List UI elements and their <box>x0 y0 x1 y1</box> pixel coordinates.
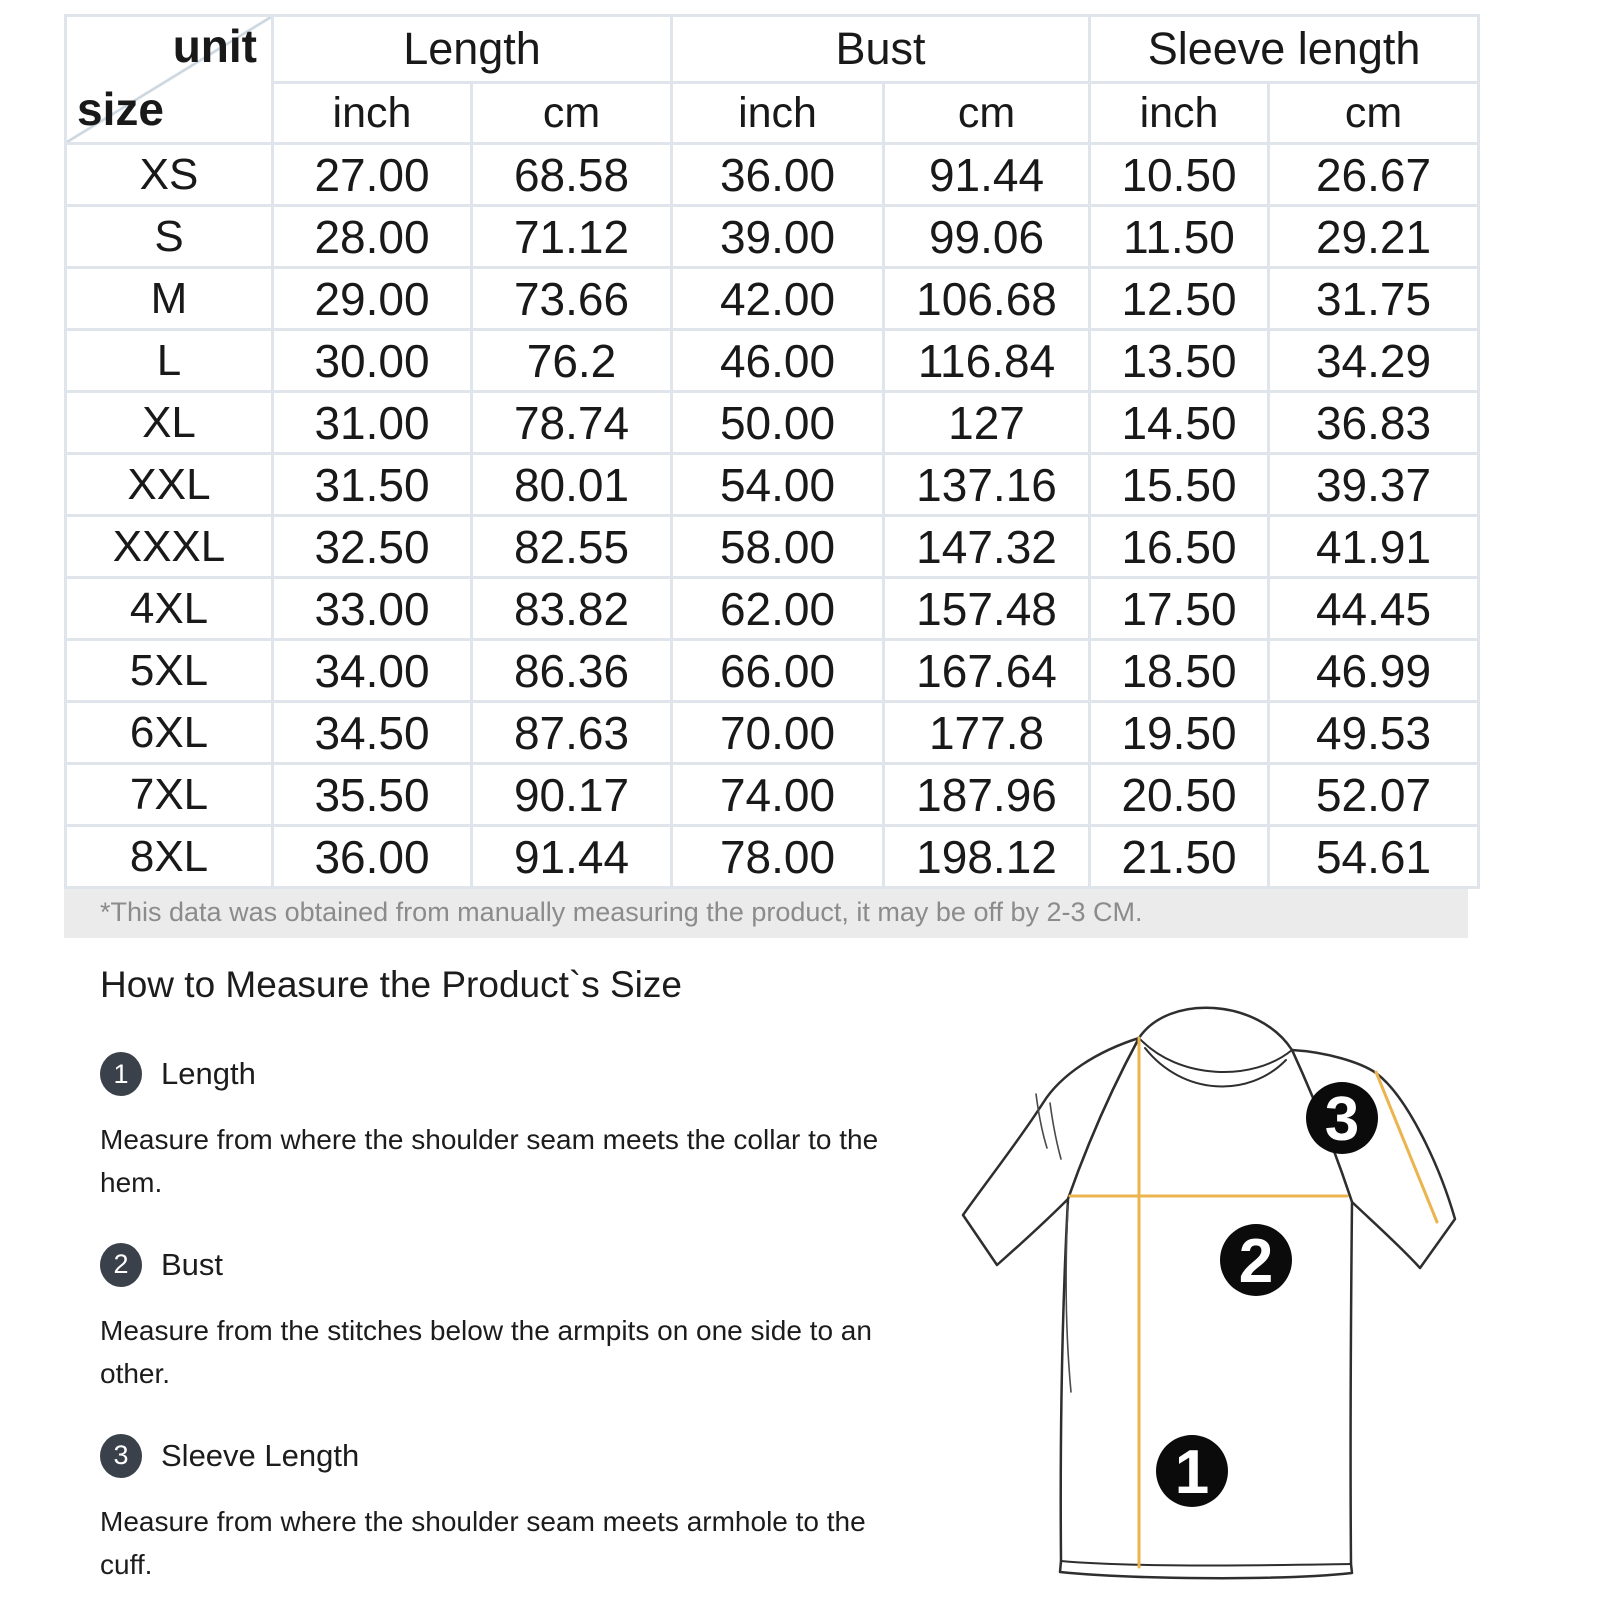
measure-item-bust <box>100 1243 890 1396</box>
measurement-cell: 73.66 <box>473 269 670 328</box>
measurement-cell: 20.50 <box>1091 765 1267 824</box>
measurement-cell: 54.00 <box>673 455 882 514</box>
measurement-cell: 36.83 <box>1270 393 1477 452</box>
step-3-label: Sleeve Length <box>161 1437 360 1473</box>
measurement-cell: 76.2 <box>473 331 670 390</box>
size-cell: XS <box>67 145 271 204</box>
measurement-cell: 27.00 <box>274 145 470 204</box>
marker-1 <box>1156 1435 1228 1507</box>
marker-1-number: 1 <box>1174 1438 1210 1507</box>
size-cell: XXL <box>67 455 271 514</box>
size-cell: S <box>67 207 271 266</box>
measurement-cell: 46.99 <box>1270 641 1477 700</box>
size-table-row <box>67 827 1477 886</box>
size-cell: XXXL <box>67 517 271 576</box>
measurement-cell: 26.67 <box>1270 145 1477 204</box>
size-cell: L <box>67 331 271 390</box>
measurement-cell: 19.50 <box>1091 703 1267 762</box>
size-cell: 7XL <box>67 765 271 824</box>
measurement-cell: 44.45 <box>1270 579 1477 638</box>
measurement-cell: 29.00 <box>274 269 470 328</box>
measurement-cell: 106.68 <box>885 269 1088 328</box>
measurement-cell: 82.55 <box>473 517 670 576</box>
measurement-cell: 17.50 <box>1091 579 1267 638</box>
group-header-sleeve-length: Sleeve length <box>1091 17 1477 81</box>
corner-unit-label: unit <box>172 20 257 72</box>
step-3-badge: 3 <box>100 1434 142 1478</box>
subheader-sleeve-cm: cm <box>1270 84 1477 142</box>
size-table-row <box>67 331 1477 390</box>
marker-2 <box>1220 1224 1292 1296</box>
measurement-cell: 91.44 <box>473 827 670 886</box>
marker-3-number: 3 <box>1324 1085 1360 1154</box>
measurement-cell: 116.84 <box>885 331 1088 390</box>
marker-2-number: 2 <box>1238 1227 1274 1296</box>
measurement-cell: 35.50 <box>274 765 470 824</box>
measurement-cell: 74.00 <box>673 765 882 824</box>
measurement-cell: 78.74 <box>473 393 670 452</box>
how-to-measure-section <box>100 964 890 1600</box>
measurement-cell: 39.00 <box>673 207 882 266</box>
measurement-cell: 28.00 <box>274 207 470 266</box>
measurement-cell: 34.29 <box>1270 331 1477 390</box>
measurement-cell: 39.37 <box>1270 455 1477 514</box>
measurement-cell: 30.00 <box>274 331 470 390</box>
measurement-cell: 21.50 <box>1091 827 1267 886</box>
size-table-body <box>67 145 1477 886</box>
measurement-cell: 91.44 <box>885 145 1088 204</box>
subheader-length-inch: inch <box>274 84 470 142</box>
measurement-cell: 31.75 <box>1270 269 1477 328</box>
size-table-row <box>67 703 1477 762</box>
measurement-cell: 49.53 <box>1270 703 1477 762</box>
size-cell: 6XL <box>67 703 271 762</box>
size-table-row <box>67 269 1477 328</box>
step-1-description: Measure from where the shoulder seam meets the collar to the hem. <box>100 1124 879 1199</box>
measurement-cell: 52.07 <box>1270 765 1477 824</box>
step-2-description: Measure from the stitches below the armpits on one side to an other. <box>100 1314 872 1390</box>
measurement-cell: 32.50 <box>274 517 470 576</box>
measurement-cell: 33.00 <box>274 579 470 638</box>
size-table-row <box>67 145 1477 204</box>
measurement-cell: 147.32 <box>885 517 1088 576</box>
corner-cell <box>67 17 271 142</box>
measurement-cell: 71.12 <box>473 207 670 266</box>
measure-item-length <box>100 1052 890 1205</box>
measurement-cell: 16.50 <box>1091 517 1267 576</box>
subheader-length-cm: cm <box>473 84 670 142</box>
tshirt-diagram <box>948 972 1478 1600</box>
measurement-cell: 83.82 <box>473 579 670 638</box>
measurement-cell: 99.06 <box>885 207 1088 266</box>
measurement-cell: 31.00 <box>274 393 470 452</box>
measurement-cell: 187.96 <box>885 765 1088 824</box>
measurement-cell: 34.50 <box>274 703 470 762</box>
how-to-measure-title: How to Measure the Product`s Size <box>100 964 682 1005</box>
measurement-cell: 31.50 <box>274 455 470 514</box>
measurement-cell: 13.50 <box>1091 331 1267 390</box>
corner-size-label: size <box>77 83 164 135</box>
measurement-cell: 177.8 <box>885 703 1088 762</box>
size-table-section <box>64 14 1468 938</box>
measurement-cell: 29.21 <box>1270 207 1477 266</box>
measure-item-sleeve-length <box>100 1434 890 1587</box>
measurement-cell: 54.61 <box>1270 827 1477 886</box>
measurement-cell: 157.48 <box>885 579 1088 638</box>
measurement-cell: 58.00 <box>673 517 882 576</box>
size-table-row <box>67 765 1477 824</box>
measurement-cell: 11.50 <box>1091 207 1267 266</box>
size-cell: 5XL <box>67 641 271 700</box>
size-cell: 8XL <box>67 827 271 886</box>
measurement-cell: 42.00 <box>673 269 882 328</box>
measurement-cell: 66.00 <box>673 641 882 700</box>
measurement-disclaimer: *This data was obtained from manually measuring the product, it may be off by 2-3 CM. <box>64 889 1468 938</box>
measurement-cell: 36.00 <box>274 827 470 886</box>
group-header-length: Length <box>274 17 670 81</box>
size-table-row <box>67 393 1477 452</box>
measurement-cell: 12.50 <box>1091 269 1267 328</box>
measurement-cell: 70.00 <box>673 703 882 762</box>
measurement-cell: 18.50 <box>1091 641 1267 700</box>
subheader-bust-cm: cm <box>885 84 1088 142</box>
measurement-cell: 90.17 <box>473 765 670 824</box>
measurement-cell: 80.01 <box>473 455 670 514</box>
step-2-label: Bust <box>161 1246 224 1282</box>
step-1-badge: 1 <box>100 1052 142 1096</box>
size-cell: 4XL <box>67 579 271 638</box>
subheader-sleeve-inch: inch <box>1091 84 1267 142</box>
size-table <box>64 14 1480 889</box>
group-header-bust: Bust <box>673 17 1088 81</box>
measurement-cell: 167.64 <box>885 641 1088 700</box>
size-table-row <box>67 579 1477 638</box>
step-3-description: Measure from where the shoulder seam meets armhole to the cuff. <box>100 1505 866 1580</box>
measurement-cell: 127 <box>885 393 1088 452</box>
measurement-cell: 86.36 <box>473 641 670 700</box>
measurement-cell: 78.00 <box>673 827 882 886</box>
subheader-bust-inch: inch <box>673 84 882 142</box>
measurement-cell: 50.00 <box>673 393 882 452</box>
measurement-cell: 41.91 <box>1270 517 1477 576</box>
size-table-row <box>67 455 1477 514</box>
step-1-label: Length <box>161 1056 256 1091</box>
size-table-row <box>67 207 1477 266</box>
marker-3 <box>1306 1082 1378 1154</box>
size-cell: M <box>67 269 271 328</box>
measurement-cell: 14.50 <box>1091 393 1267 452</box>
measurement-cell: 198.12 <box>885 827 1088 886</box>
measurement-cell: 62.00 <box>673 579 882 638</box>
measurement-cell: 36.00 <box>673 145 882 204</box>
measurement-cell: 34.00 <box>274 641 470 700</box>
measurement-cell: 87.63 <box>473 703 670 762</box>
measurement-cell: 137.16 <box>885 455 1088 514</box>
measurement-cell: 46.00 <box>673 331 882 390</box>
size-table-row <box>67 641 1477 700</box>
measurement-cell: 15.50 <box>1091 455 1267 514</box>
measurement-cell: 10.50 <box>1091 145 1267 204</box>
size-cell: XL <box>67 393 271 452</box>
measurement-cell: 68.58 <box>473 145 670 204</box>
step-2-badge: 2 <box>100 1243 142 1287</box>
size-table-row <box>67 517 1477 576</box>
